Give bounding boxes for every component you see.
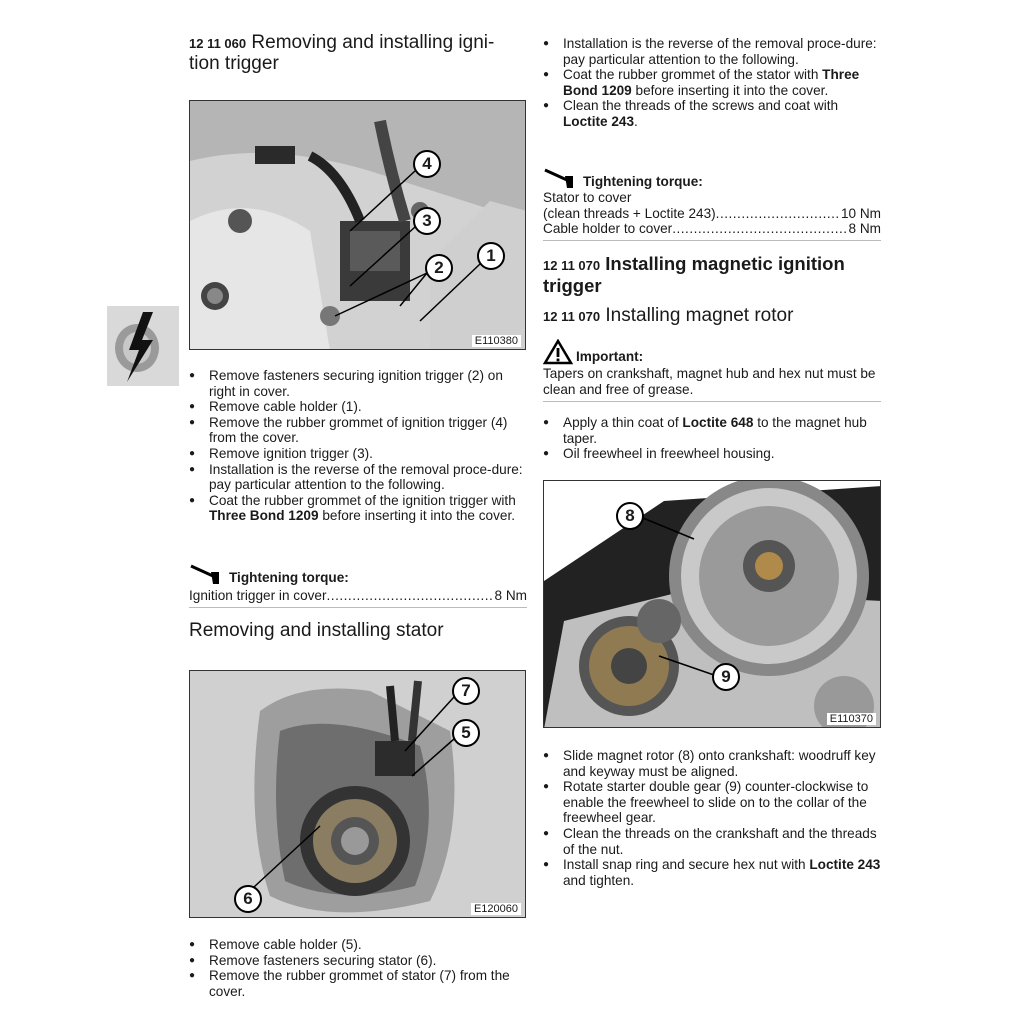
section-title-stator: Removing and installing stator [189, 620, 444, 641]
torque-row: Ignition trigger in cover ..... 8 Nm [189, 588, 527, 604]
ignition-trigger-steps [189, 368, 527, 524]
callout-1: 1 [477, 242, 505, 270]
figure-caption: E110380 [472, 335, 521, 347]
torque-wrench-icon [543, 166, 579, 190]
list-item: ● Remove cable holder (5). [189, 937, 527, 953]
torque-item-label: Stator to cover [543, 190, 632, 205]
torque-wrench-icon [189, 562, 225, 586]
figure-caption: E120060 [471, 903, 521, 915]
list-item: ● Coat the rubber grommet of the stator with Three Bond 1209 before inserting it into the cover. [543, 67, 881, 98]
list-item: ● Oil freewheel in freewheel housing. [543, 446, 881, 462]
stator-install-steps [543, 36, 881, 130]
list-item: ● Apply a thin coat of Loctite 648 to the magnet hub taper. [543, 415, 881, 446]
callout-9: 9 [712, 663, 740, 691]
electrical-section-tab-icon [107, 306, 179, 386]
torque-row: Cable holder to cover ..... 8 Nm [543, 221, 881, 237]
torque-row: (clean threads + Loctite 243) ..... 10 Nm [543, 206, 881, 222]
list-item: ● Remove fasteners securing ignition trigger (2) on right in cover. [189, 368, 527, 399]
rotor-install-steps [543, 748, 883, 888]
warning-icon [543, 339, 573, 365]
magnet-rotor-photo [543, 480, 881, 728]
list-item: ● Install snap ring and secure hex nut with Loctite 243 and tighten. [543, 857, 883, 888]
list-item: ● Rotate starter double gear (9) counter-clockwise to enable the freewheel to slide on to the collar of the freewheel gear. [543, 779, 883, 826]
callout-3: 3 [413, 207, 441, 235]
section-title-text: Removing and installing igni- tion trigger [189, 32, 495, 74]
list-item: ● Installation is the reverse of the removal proce-dure: pay particular attention to the following. [189, 462, 527, 493]
section-title-magnet-rotor: 12 11 070 Installing magnet rotor [543, 305, 794, 326]
figure-caption: E110370 [827, 713, 876, 725]
list-item: ● Remove cable holder (1). [189, 399, 527, 415]
callout-7: 7 [452, 677, 480, 705]
stator-photo [189, 670, 526, 918]
callout-6: 6 [234, 885, 262, 913]
list-item: ● Installation is the reverse of the removal proce-dure: pay particular attention to the following. [543, 36, 881, 67]
section-title-magnetic-trigger: 12 11 070 Installing magnetic ignition trigger [543, 253, 845, 296]
important-note: Important: Tapers on crankshaft, magnet hub and hex nut must be clean and free of grease. [543, 339, 881, 402]
list-item: ● Remove the rubber grommet of stator (7) from the cover. [189, 968, 527, 999]
list-item: ● Remove the rubber grommet of ignition trigger (4) from the cover. [189, 415, 527, 446]
section-code: 12 11 060 [189, 36, 247, 51]
section-title-ignition-trigger [189, 33, 529, 74]
list-item: ● Remove fasteners securing stator (6). [189, 953, 527, 969]
list-item: ● Remove ignition trigger (3). [189, 446, 527, 462]
torque-heading: Tightening torque: [189, 562, 527, 586]
callout-2: 2 [425, 254, 453, 282]
torque-block-ignition [189, 562, 527, 608]
torque-block-stator [543, 166, 881, 241]
callout-8: 8 [616, 502, 644, 530]
ignition-trigger-photo [189, 100, 526, 350]
callout-5: 5 [452, 719, 480, 747]
stator-steps [189, 937, 527, 999]
callout-4: 4 [413, 150, 441, 178]
torque-heading: Tightening torque: [543, 166, 881, 190]
rotor-prep-steps [543, 415, 881, 462]
list-item: ● Slide magnet rotor (8) onto crankshaft: woodruff key and keyway must be aligned. [543, 748, 883, 779]
list-item: ● Coat the rubber grommet of the ignition trigger with Three Bond 1209 before inserting it into the cover. [189, 493, 527, 524]
list-item: ● Clean the threads of the screws and coat with Loctite 243. [543, 98, 881, 129]
list-item: ● Clean the threads on the crankshaft and the threads of the nut. [543, 826, 883, 857]
